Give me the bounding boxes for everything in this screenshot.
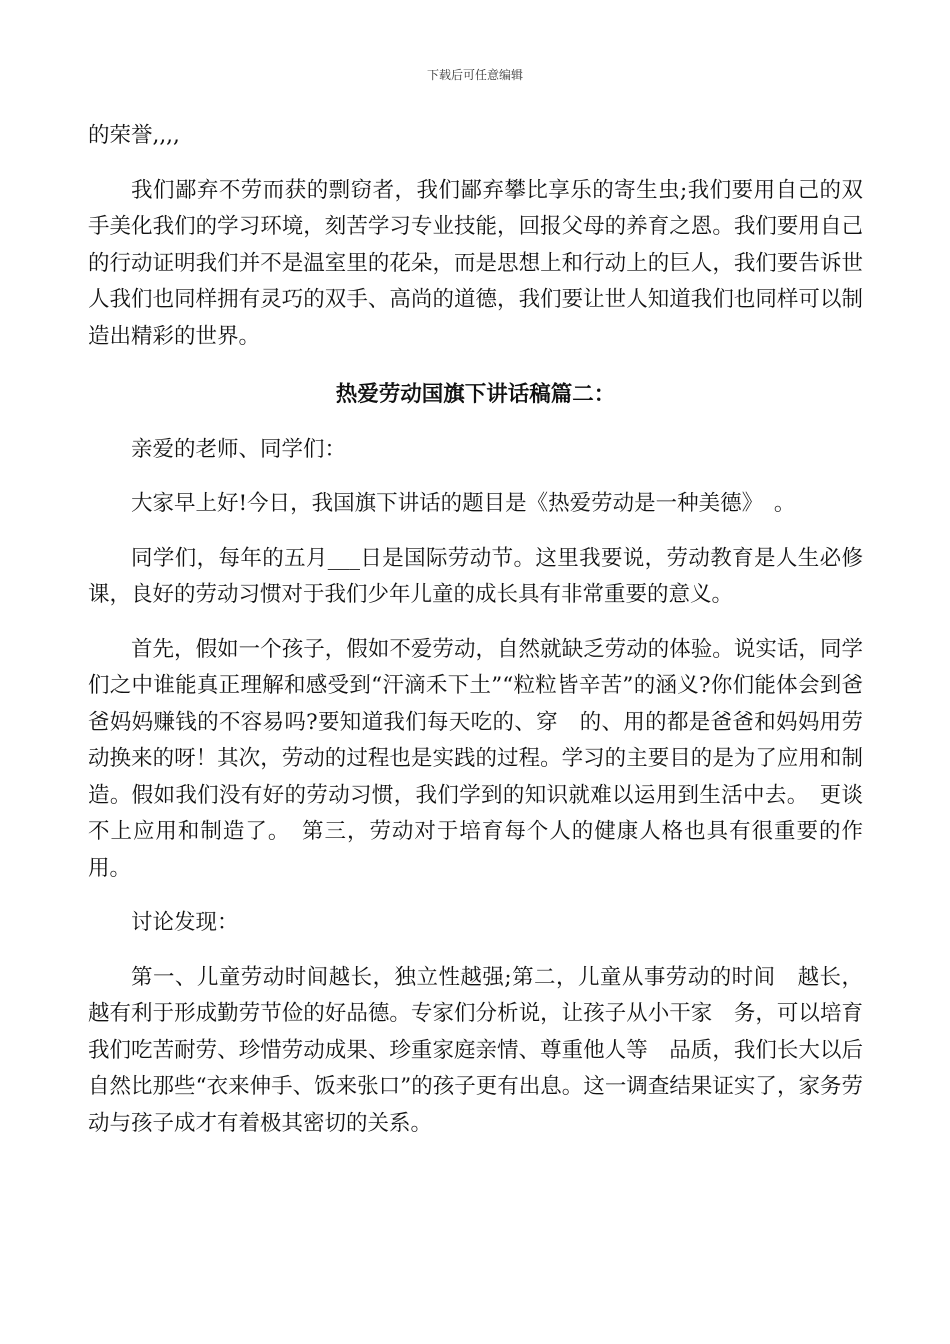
page-header-note: 下载后可任意编辑 — [426, 68, 523, 82]
paragraph-reasons: 首先，假如一个孩子，假如不爱劳动，自然就缺乏劳动的体验。说实话，同学们之中谁能真正理解和感受到“汗滴禾下土”“粒粒皆辛苦”的涵义?你们能体会到爸爸妈妈赚钱的不容易吗?要知道我们每天吃的、穿 的、用的都是爸爸和妈妈用劳动换来的呀！其次，劳动的过程也是实践的过程。学习的主要目的是为了应用和制造。假如我们没有好的劳动习惯，我们学到的知识就难以运用到生活中去。 更谈不上应用和制造了。 第三，劳动对于培育每个人的健康人格也具有很重要的作用。 — [88, 636, 863, 881]
paragraph-opening: 大家早上好!今日，我国旗下讲话的题目是《热爱劳动是一种美德》 。 — [131, 491, 796, 516]
paragraph-continuation: 的荣誉,,,, — [88, 123, 180, 148]
paragraph-greeting: 亲爱的老师、同学们： — [131, 436, 347, 462]
paragraph-body: 我们鄙弃不劳而获的剽窃者，我们鄙弃攀比享乐的寄生虫;我们要用自己的双手美化我们的学习环境，刻苦学习专业技能，回报父母的养育之恩。我们要用自己的行动证明我们并不是温室里的花朵，而是思想上和行动上的巨人，我们要告诉世人我们也同样拥有灵巧的双手、高尚的道德，我们要让世人知道我们也同样可以制造出精彩的世界。 — [88, 177, 863, 349]
document-body — [88, 118, 863, 1142]
section-title: 热爱劳动国旗下讲话稿篇二： — [335, 382, 616, 407]
paragraph-findings-label: 讨论发现： — [131, 910, 239, 935]
paragraph-labor-day: 同学们，每年的五月___日是国际劳动节。这里我要说，劳动教育是人生必修课，良好的劳动习惯对于我们少年儿童的成长具有非常重要的意义。 — [88, 545, 863, 607]
paragraph-findings: 第一、儿童劳动时间越长，独立性越强;第二，儿童从事劳动的时间 越长，越有利于形成勤劳节俭的好品德。专家们分析说，让孩子从小干家 务，可以培育我们吃苦耐劳、珍惜劳动成果、珍重家庭亲情、尊重他人等 品质，我们长大以后自然比那些“衣来伸手、饭来张口”的孩子更有出息。这一调查结果证实了，家务劳动与孩子成才有着极其密切的关系。 — [88, 964, 863, 1136]
